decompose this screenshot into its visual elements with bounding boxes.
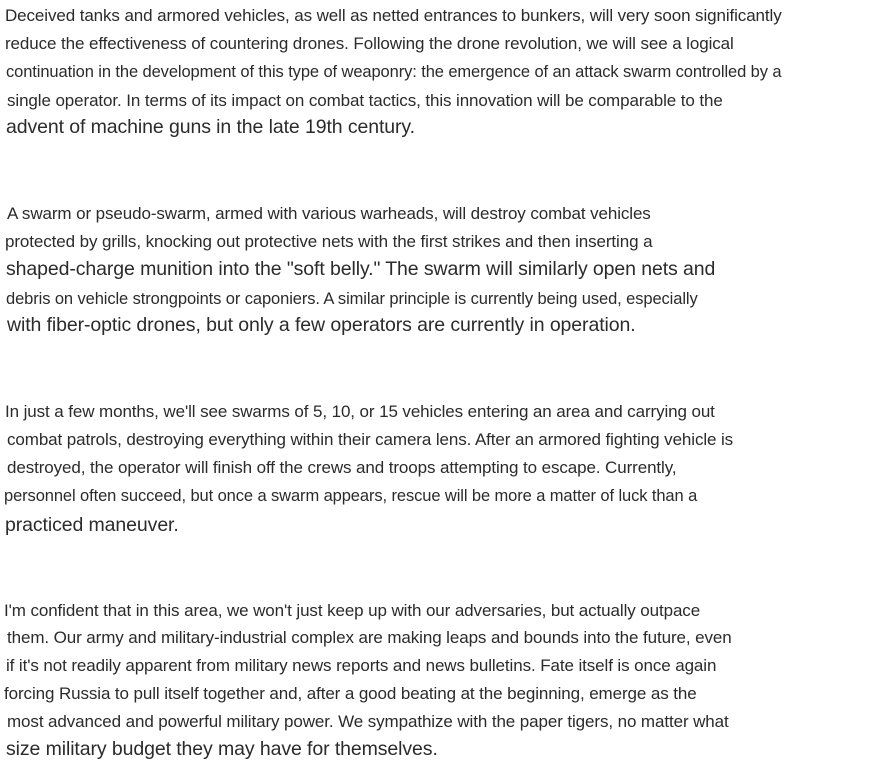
text-line: I'm confident that in this area, we won't just keep up with our adversaries, but actually outpace [4,601,701,620]
text-line: protected by grills, knocking out protective nets with the first strikes and then inserting a [5,232,653,251]
text-line: A swarm or pseudo-swarm, armed with various warheads, will destroy combat vehicles [7,204,651,223]
text-line: personnel often succeed, but once a swarm appears, rescue will be more a matter of luck than a [4,487,698,505]
text-line: Deceived tanks and armored vehicles, as well as netted entrances to bunkers, will very soon significantly [5,6,782,25]
text-line: most advanced and powerful military power. We sympathize with the paper tigers, no matter what [7,712,729,731]
text-line: reduce the effectiveness of countering drones. Following the drone revolution, we will see a logical [5,34,734,53]
text-line: if it's not readily apparent from military news reports and news bulletins. Fate itself is once again [6,656,717,675]
text-line: continuation in the development of this type of weaponry: the emergence of an attack swarm controlled by a [6,63,782,81]
text-line: advent of machine guns in the late 19th century. [6,116,415,138]
text-line: In just a few months, we'll see swarms of 5, 10, or 15 vehicles entering an area and carrying out [5,402,715,421]
text-line: forcing Russia to pull itself together and, after a good beating at the beginning, emerge as the [4,684,697,703]
text-line: debris on vehicle strongpoints or caponiers. A similar principle is currently being used, especially [6,290,698,308]
text-line: them. Our army and military-industrial complex are making leaps and bounds into the future, even [7,628,732,647]
text-line: practiced maneuver. [5,514,179,536]
text-line: destroyed, the operator will finish off the crews and troops attempting to escape. Currently, [7,458,677,477]
text-line: shaped-charge munition into the "soft belly." The swarm will similarly open nets and [6,258,716,280]
text-line: combat patrols, destroying everything within their camera lens. After an armored fighting vehicle is [7,430,734,449]
text-line: with fiber-optic drones, but only a few operators are currently in operation. [7,314,636,336]
text-line: size military budget they may have for themselves. [6,738,438,760]
text-line: single operator. In terms of its impact on combat tactics, this innovation will be comparable to the [7,91,723,110]
